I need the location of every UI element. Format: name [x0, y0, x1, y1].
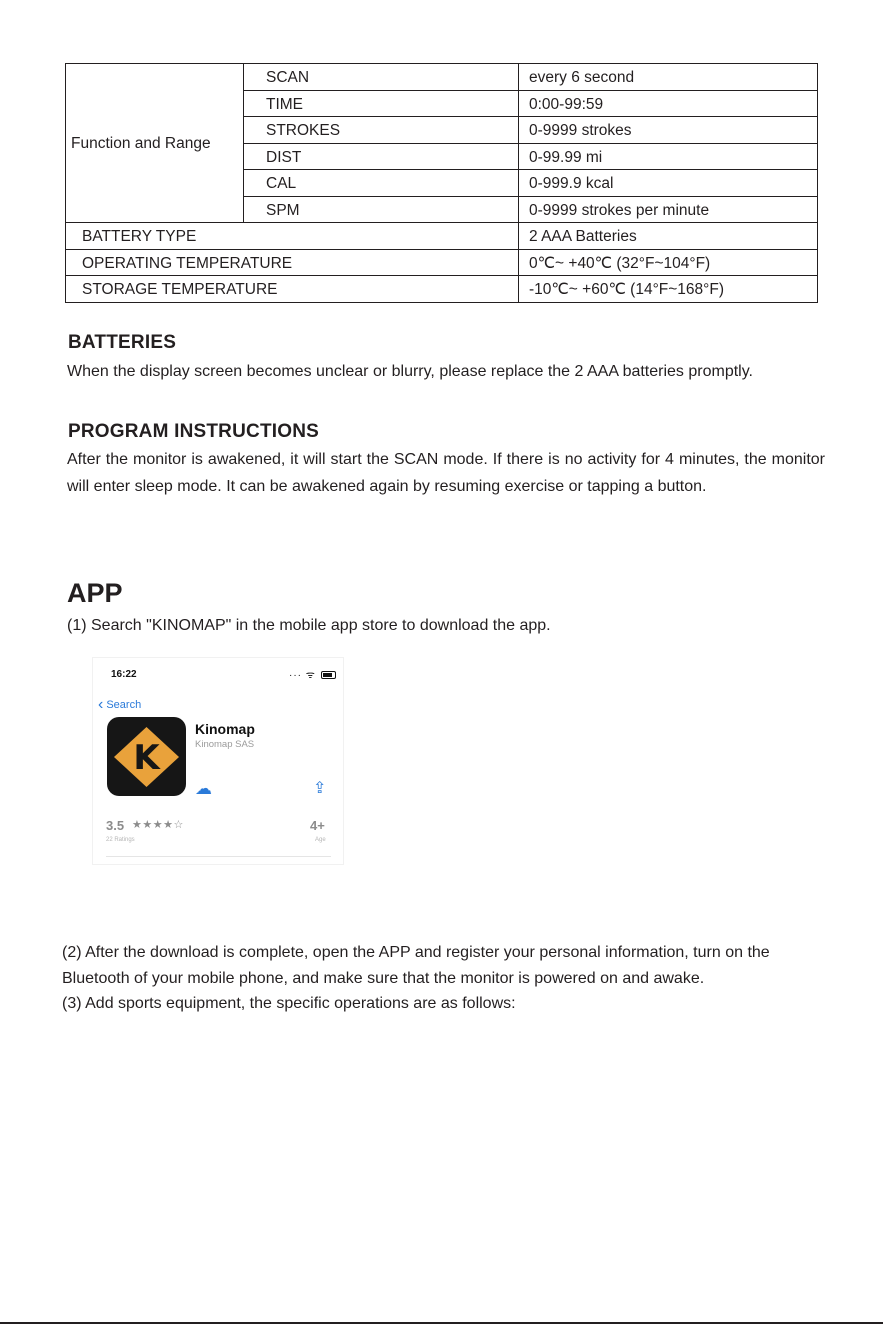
program-text: After the monitor is awakened, it will start the SCAN mode. If there is no activity for 4 minutes, the monitor will enter sleep mode. It can be awakened again by resuming exercise or tapping a button. — [67, 451, 825, 495]
age-rating: 4+ — [310, 818, 325, 833]
chevron-left-icon: ‹ — [98, 696, 104, 713]
spec-group-label: Function and Range — [66, 64, 244, 223]
spec-item-value: 0℃~ +40℃ (32°F~104°F) — [519, 249, 818, 276]
spec-item-value: 2 AAA Batteries — [519, 223, 818, 250]
spec-function-name: DIST — [244, 143, 519, 170]
ratings-count: 22 Ratings — [106, 837, 135, 843]
spec-function-name: SPM — [244, 196, 519, 223]
spec-function-name: TIME — [244, 90, 519, 117]
app-name: Kinomap — [195, 721, 255, 737]
batteries-text: When the display screen becomes unclear or blurry, please replace the 2 AAA batteries promptly. — [67, 363, 753, 380]
app-store-screenshot — [92, 657, 344, 865]
kinomap-logo-letter: K — [133, 738, 160, 778]
spec-function-value: 0-999.9 kcal — [519, 170, 818, 197]
share-icon[interactable]: ⇪ — [313, 780, 327, 797]
app-developer: Kinomap SAS — [195, 739, 255, 750]
spec-row — [66, 276, 818, 303]
rating-stars: ★★★★☆ — [132, 819, 184, 831]
kinomap-logo-icon — [107, 717, 186, 796]
spec-row — [66, 64, 818, 91]
app-steps — [62, 940, 832, 1017]
back-button[interactable] — [98, 697, 141, 713]
kinomap-app-icon[interactable] — [107, 717, 186, 796]
spec-function-name: SCAN — [244, 64, 519, 91]
app-step-1: (1) Search "KINOMAP" in the mobile app store to download the app. — [67, 617, 551, 634]
spec-function-value: 0-9999 strokes — [519, 117, 818, 144]
spec-function-name: STROKES — [244, 117, 519, 144]
spec-function-value: 0-99.99 mi — [519, 143, 818, 170]
divider — [106, 856, 331, 857]
spec-item-value: -10℃~ +60℃ (14°F~168°F) — [519, 276, 818, 303]
spec-item-name: OPERATING TEMPERATURE — [66, 249, 519, 276]
status-time: 16:22 — [111, 669, 137, 680]
batteries-heading: BATTERIES — [68, 332, 177, 353]
spec-row — [66, 223, 818, 250]
rating-value: 3.5 — [106, 818, 125, 833]
spec-function-value: every 6 second — [519, 64, 818, 91]
program-heading: PROGRAM INSTRUCTIONS — [68, 421, 319, 442]
spec-function-value: 0-9999 strokes per minute — [519, 196, 818, 223]
age-label: Age — [315, 837, 326, 843]
spec-item-name: STORAGE TEMPERATURE — [66, 276, 519, 303]
spec-row — [66, 249, 818, 276]
wifi-icon: ··· ᯤ — [289, 670, 316, 681]
spec-table — [65, 63, 818, 303]
spec-function-name: CAL — [244, 170, 519, 197]
app-step-3: (3) Add sports equipment, the specific operations are as follows: — [62, 995, 516, 1012]
spec-function-value: 0:00-99:59 — [519, 90, 818, 117]
spec-item-name: BATTERY TYPE — [66, 223, 519, 250]
app-step-2: (2) After the download is complete, open the APP and register your personal information, turn on the Bluetooth of your mobile phone, and make sure that the monitor is powered on and awake. — [62, 944, 770, 987]
app-heading: APP — [67, 578, 123, 608]
back-label: Search — [106, 699, 142, 711]
battery-icon — [321, 671, 336, 679]
cloud-download-icon[interactable]: ☁ — [195, 779, 212, 798]
